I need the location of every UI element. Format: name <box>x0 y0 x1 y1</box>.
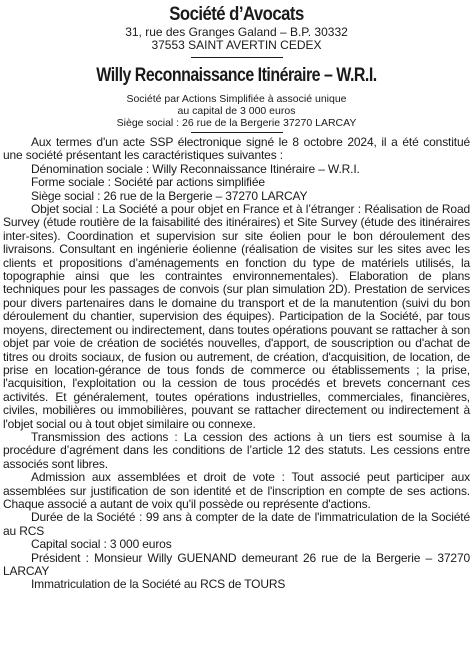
firm-address-line2: 37553 SAINT AVERTIN CEDEX <box>151 38 322 52</box>
paragraph-capital: Capital social : 3 000 euros <box>31 537 172 552</box>
notice-body <box>3 136 470 592</box>
firm-address-line1: 31, rue des Granges Galand – B.P. 30332 <box>125 25 348 39</box>
paragraph-forme-sociale: Forme sociale : Société par actions simplifiée <box>31 175 265 190</box>
company-capital-line: au capital de 3 000 euros <box>177 105 296 117</box>
paragraph-president: Président : Monsieur Willy GUENAND demeurant 26 rue de la Bergerie – 37270 LARCAY <box>3 550 470 578</box>
paragraph-admission: Admission aux assemblées et droit de vote : Tout associé peut participer aux assemblées sur justification de son identité et de l'inscription en compte de ses actions. Chaque associé a autant de voix qu'il possède ou représente d'actions. <box>3 470 470 511</box>
paragraph-transmission: Transmission des actions : La cession des actions à un tiers est soumise à la procédure d’agrément dans les conditions de l’article 12 des statuts. Les cessions entre associés sont libres. <box>3 429 470 471</box>
paragraph-denomination: Dénomination sociale : Willy Reconnaissance Itinéraire – W.R.I. <box>31 161 360 176</box>
company-title: Willy Reconnaissance Itinéraire – W.R.I. <box>96 65 377 86</box>
company-siege-line: Siège social : 26 rue de la Bergerie 37270 LARCAY <box>116 117 357 129</box>
paragraph-intro: Aux termes d'un acte SSP électronique signé le 8 octobre 2024, il a été constitué une société présentant les caractéristiques suivantes : <box>3 135 470 163</box>
firm-name: Société d’Avocats <box>169 4 304 25</box>
company-divider <box>191 132 283 133</box>
company-form-line: Société par Actions Simplifiée à associé unique <box>126 93 347 105</box>
header-divider <box>191 57 283 58</box>
paragraph-duree: Durée de la Société : 99 ans à compter de la date de l'immatriculation de la Société au RCS <box>3 510 470 538</box>
header-block <box>3 4 470 133</box>
paragraph-siege-social: Siège social : 26 rue de la Bergerie – 37270 LARCAY <box>31 188 308 203</box>
paragraph-objet-social: Objet social : La Société a pour objet en France et à l’étranger : Réalisation de Road Survey (étude routière de la faisabilité des itinéraires) et Site Survey (étude des itinéraires inter-sites). Coordination et supervision sur site éolien pour le bon déroulement des livraisons. Consultant en ingénierie éolienne (réalisation de visites sur les sites avec les clients et propositions d’aménagements en fonction du type de matériels utilisés, la topographie ainsi que les contraintes environnementales). Elaboration de plans techniques pour les passages de convois (sur plan simulation 2D). Prestation de services pour divers partenaires dans le domaine du transport et de la manutention (suivi du bon déroulement du chantier, supervision des équipes). Participation de la Société, par tous moyens, directement ou indirectement, dans toutes opérations pouvant se rattacher à son objet par voie de création de sociétés nouvelles, d'apport, de souscription ou d'achat de titres ou droits sociaux, de fusion ou autrement, de création, d'acquisition, de location, de prise en location-gérance de tous fonds de commerce ou établissements ; la prise, l'acquisition, l'exploitation ou la cession de tous procédés et brevets concernant ces activités. Et généralement, toutes opérations industrielles, commerciales, financières, civiles, mobilières ou immobilières, pouvant se rattacher directement ou indirectement à l'objet social ou à tout objet similaire ou connexe. <box>3 202 470 431</box>
paragraph-immatriculation: Immatriculation de la Société au RCS de TOURS <box>31 577 286 592</box>
